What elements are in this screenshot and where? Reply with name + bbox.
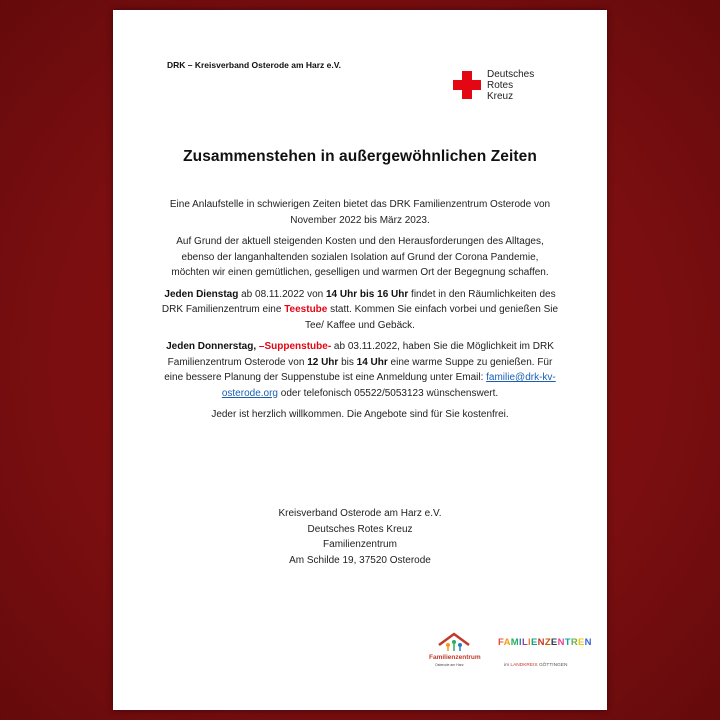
intro-paragraph-2: Auf Grund der aktuell steigenden Kosten und den Herausforderungen des Alltages, ebenso der langanhaltenden sozialen Isolation auf Grund der Corona Pandemie, möchten wir einen gemütlichen, geselligen und warmen Ort der Begegnung schaffen.	[171, 236, 549, 278]
red-cross-icon	[453, 71, 481, 99]
address-block	[113, 506, 607, 568]
tuesday-time: 14 Uhr bis 16 Uhr	[326, 288, 409, 300]
document-page	[113, 10, 607, 710]
address-line-1: Kreisverband Osterode am Harz e.V.	[278, 508, 442, 519]
familienzentrum-logo-sub: Osterode am Harz	[435, 663, 464, 667]
thursday-time-start: 12 Uhr	[307, 356, 339, 368]
familienzentrum-logo	[429, 627, 489, 677]
teestube-label: Teestube	[284, 304, 328, 315]
document-title: Zusammenstehen in außergewöhnlichen Zeiten	[183, 148, 537, 165]
drk-logo-line3: Kreuz	[487, 91, 514, 102]
closing-paragraph: Jeder ist herzlich willkommen. Die Angebote sind für Sie kostenfrei.	[211, 409, 509, 420]
tuesday-paragraph: Jeden Dienstag ab 08.11.2022 von 14 Uhr bis 16 Uhr findet in den Räumlichkeiten des DRK Familienzentrum eine Teestube statt. Kommen Sie einfach vorbei und genießen Sie Tee/ Kaffee und Gebäck.	[161, 288, 559, 331]
familienzentrum-logo-text: Familienzentrum	[429, 654, 481, 661]
tuesday-lead: Jeden Dienstag	[164, 288, 239, 300]
thursday-paragraph: Jeden Donnerstag, –Suppenstube- ab 03.11.2022, haben Sie die Möglichkeit im DRK Familienzentrum Osterode von 12 Uhr bis 14 Uhr eine warme Suppe zu genießen. Für eine bessere Planung der Suppenstube ist eine Anmeldung unter Email: familie@drk-kv-osterode.org oder telefonisch 05522/5053123 wünschenswert.	[164, 341, 556, 399]
familienzentren-wordmark: FAMILIENZENTREN	[498, 637, 592, 648]
thursday-lead: Jeden Donnerstag,	[166, 341, 257, 352]
drk-logo-line1: Deutsches	[487, 69, 535, 80]
address-line-2: Deutsches Rotes Kreuz	[307, 523, 413, 535]
address-line-3: Familienzentrum	[323, 539, 397, 550]
thursday-time-end: 14 Uhr	[356, 356, 388, 368]
drk-logo-line2: Rotes	[487, 80, 514, 91]
familienzentren-logo-sub: im LANDKREIS GÖTTINGEN	[504, 663, 568, 668]
suppenstube-label: –Suppenstube-	[256, 341, 332, 352]
address-line-4: Am Schilde 19, 37520 Osterode	[289, 554, 431, 566]
document-body	[161, 197, 559, 429]
email-link[interactable]: familie@drk-kv-osterode.org	[221, 372, 556, 399]
house-roof-icon	[437, 631, 471, 651]
drk-logo	[450, 68, 550, 104]
familienzentren-landkreis-logo	[498, 637, 592, 681]
intro-paragraph-1: Eine Anlaufstelle in schwierigen Zeiten bietet das DRK Familienzentrum Osterode von November 2022 bis März 2023.	[169, 199, 551, 226]
organization-header: DRK – Kreisverband Osterode am Harz e.V.	[167, 60, 342, 70]
